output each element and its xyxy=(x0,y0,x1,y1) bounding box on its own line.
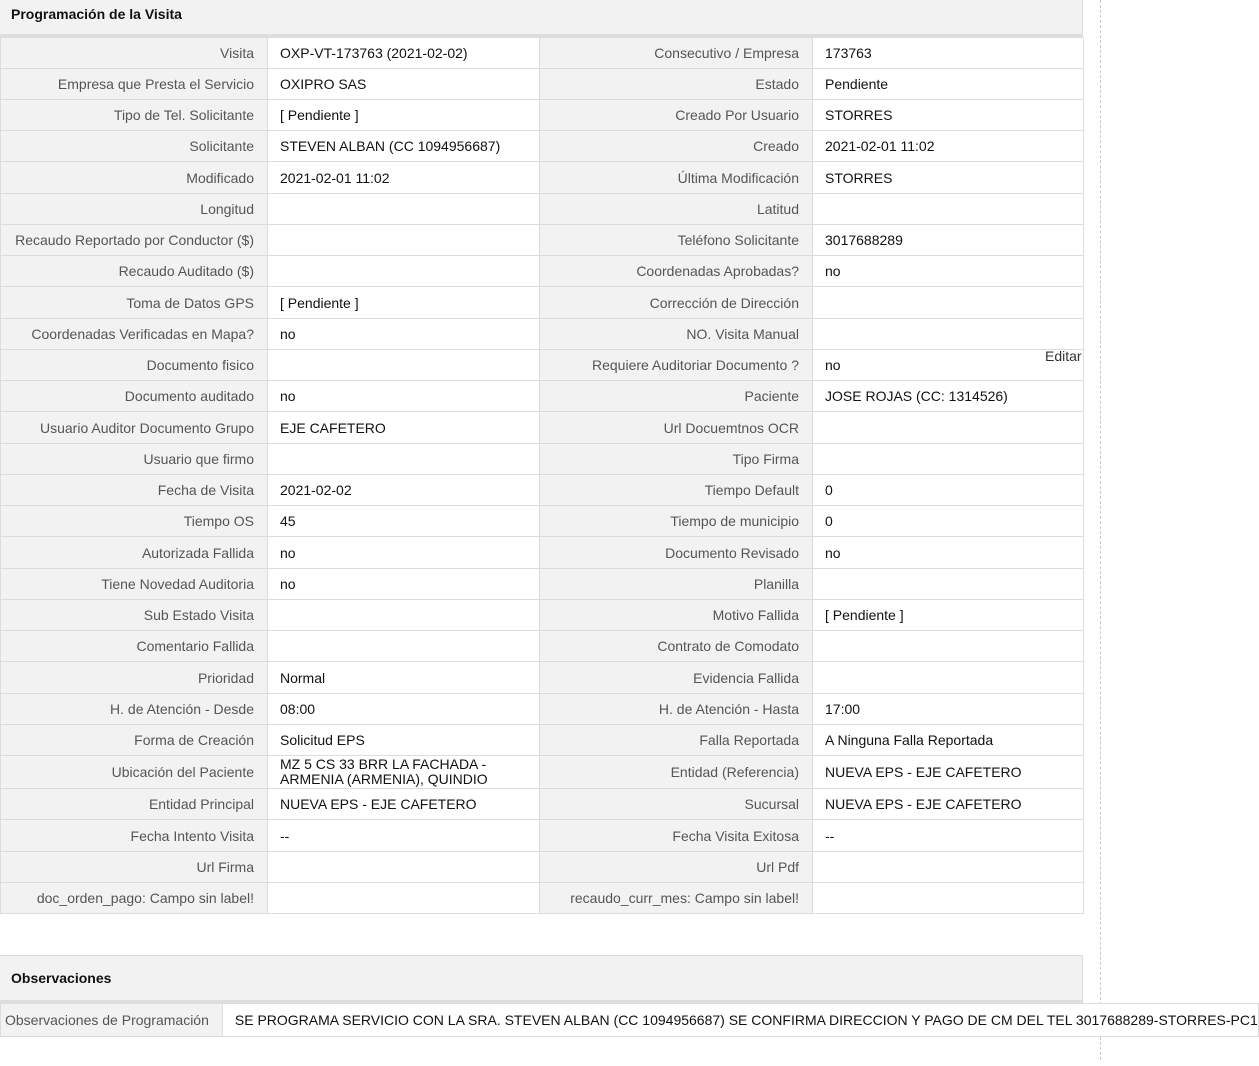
field-value xyxy=(813,883,1084,914)
field-value: MZ 5 CS 33 BRR LA FACHADA - ARMENIA (ARMENIA), QUINDIO xyxy=(268,756,540,789)
field-label: Contrato de Comodato xyxy=(540,631,813,662)
detail-row xyxy=(1,852,1084,883)
field-value: OXIPRO SAS xyxy=(268,69,540,100)
field-value xyxy=(268,883,540,914)
observaciones-label: Observaciones de Programación xyxy=(1,1004,223,1037)
field-value xyxy=(813,662,1084,694)
field-value: 173763 xyxy=(813,38,1084,69)
field-label: Tiene Novedad Auditoria xyxy=(1,569,268,600)
field-label: doc_orden_pago: Campo sin label! xyxy=(1,883,268,914)
field-label: Evidencia Fallida xyxy=(540,662,813,694)
field-value xyxy=(813,412,1084,444)
field-value: EJE CAFETERO xyxy=(268,412,540,444)
field-value: 08:00 xyxy=(268,694,540,725)
field-label: Fecha Visita Exitosa xyxy=(540,820,813,852)
field-value: 0 xyxy=(813,475,1084,506)
field-label: Usuario Auditor Documento Grupo xyxy=(1,412,268,444)
field-label: Documento auditado xyxy=(1,381,268,412)
field-value: Solicitud EPS xyxy=(268,725,540,756)
field-label: Entidad (Referencia) xyxy=(540,756,813,789)
field-label: Corrección de Dirección xyxy=(540,287,813,319)
observaciones-value: SE PROGRAMA SERVICIO CON LA SRA. STEVEN ALBAN (CC 1094956687) SE CONFIRMA DIRECCION Y PAGO DE CM DEL TEL 3017688289-STORRES-PC1 xyxy=(222,1004,1258,1037)
field-label: Modificado xyxy=(1,162,268,194)
detail-row xyxy=(1,319,1084,350)
field-value: no xyxy=(813,537,1084,569)
field-label: Tipo Firma xyxy=(540,444,813,475)
section-header-programacion xyxy=(0,0,1083,37)
field-label: Teléfono Solicitante xyxy=(540,225,813,256)
field-value: no xyxy=(813,256,1084,287)
section-title: Programación de la Visita xyxy=(11,6,182,22)
detail-row xyxy=(1,883,1084,914)
field-value: no xyxy=(268,319,540,350)
field-label: Visita xyxy=(1,38,268,69)
field-value: 2021-02-01 11:02 xyxy=(813,131,1084,162)
field-value: OXP-VT-173763 (2021-02-02) xyxy=(268,38,540,69)
detail-row xyxy=(1,162,1084,194)
field-label: Fecha Intento Visita xyxy=(1,820,268,852)
page-dashed-divider xyxy=(1100,0,1101,1060)
field-value xyxy=(268,194,540,225)
field-label: Entidad Principal xyxy=(1,789,268,820)
field-value: STORRES xyxy=(813,162,1084,194)
field-value: JOSE ROJAS (CC: 1314526) xyxy=(813,381,1084,412)
field-label: Comentario Fallida xyxy=(1,631,268,662)
field-value: no xyxy=(268,569,540,600)
detail-row xyxy=(1,537,1084,569)
field-value: -- xyxy=(268,820,540,852)
detail-row xyxy=(1,350,1084,381)
field-label: Requiere Auditoriar Documento ? xyxy=(540,350,813,381)
field-value: NUEVA EPS - EJE CAFETERO xyxy=(813,789,1084,820)
field-value xyxy=(268,631,540,662)
field-label: Toma de Datos GPS xyxy=(1,287,268,319)
detail-row xyxy=(1,506,1084,537)
field-label: Coordenadas Verificadas en Mapa? xyxy=(1,319,268,350)
field-label: Sub Estado Visita xyxy=(1,600,268,631)
field-value xyxy=(813,319,1084,350)
field-label: H. de Atención - Desde xyxy=(1,694,268,725)
field-value xyxy=(268,350,540,381)
field-label: Longitud xyxy=(1,194,268,225)
field-value xyxy=(813,444,1084,475)
field-value: -- xyxy=(813,820,1084,852)
field-value xyxy=(813,287,1084,319)
field-label: Motivo Fallida xyxy=(540,600,813,631)
field-label: Última Modificación xyxy=(540,162,813,194)
detail-row xyxy=(1,131,1084,162)
field-label: Prioridad xyxy=(1,662,268,694)
field-value: 3017688289 xyxy=(813,225,1084,256)
detail-row xyxy=(1,412,1084,444)
field-value: 2021-02-01 11:02 xyxy=(268,162,540,194)
field-label: Url Firma xyxy=(1,852,268,883)
field-value: no xyxy=(268,381,540,412)
field-value: STEVEN ALBAN (CC 1094956687) xyxy=(268,131,540,162)
detail-row xyxy=(1,569,1084,600)
detail-row xyxy=(1,287,1084,319)
field-value: [ Pendiente ] xyxy=(268,287,540,319)
detail-row xyxy=(1,631,1084,662)
field-label: Estado xyxy=(540,69,813,100)
field-label: Paciente xyxy=(540,381,813,412)
field-value: STORRES xyxy=(813,100,1084,131)
field-label: Fecha de Visita xyxy=(1,475,268,506)
field-value: no xyxy=(268,537,540,569)
field-label: NO. Visita Manual xyxy=(540,319,813,350)
field-value: 17:00 xyxy=(813,694,1084,725)
field-value: 2021-02-02 xyxy=(268,475,540,506)
field-value: 0 xyxy=(813,506,1084,537)
field-value xyxy=(813,569,1084,600)
visit-details-table xyxy=(0,37,1084,914)
field-label: Empresa que Presta el Servicio xyxy=(1,69,268,100)
detail-row xyxy=(1,600,1084,631)
field-value xyxy=(268,225,540,256)
field-value xyxy=(813,631,1084,662)
field-value: Pendiente xyxy=(813,69,1084,100)
detail-row xyxy=(1,69,1084,100)
detail-row xyxy=(1,381,1084,412)
field-label: Tipo de Tel. Solicitante xyxy=(1,100,268,131)
observaciones-row xyxy=(1,1004,1259,1037)
edit-link[interactable]: Editar xyxy=(1045,348,1082,364)
detail-row xyxy=(1,194,1084,225)
field-label: Documento Revisado xyxy=(540,537,813,569)
observaciones-title: Observaciones xyxy=(11,970,112,986)
detail-row xyxy=(1,256,1084,287)
field-label: Planilla xyxy=(540,569,813,600)
field-label: Sucursal xyxy=(540,789,813,820)
field-label: Tiempo Default xyxy=(540,475,813,506)
field-value: [ Pendiente ] xyxy=(268,100,540,131)
field-label: Ubicación del Paciente xyxy=(1,756,268,789)
detail-row xyxy=(1,444,1084,475)
field-label: Consecutivo / Empresa xyxy=(540,38,813,69)
field-label: Recaudo Auditado ($) xyxy=(1,256,268,287)
field-value xyxy=(813,194,1084,225)
field-label: Forma de Creación xyxy=(1,725,268,756)
field-label: Creado Por Usuario xyxy=(540,100,813,131)
detail-row xyxy=(1,756,1084,789)
field-label: Creado xyxy=(540,131,813,162)
field-value: [ Pendiente ] xyxy=(813,600,1084,631)
detail-row xyxy=(1,38,1084,69)
detail-row xyxy=(1,475,1084,506)
field-value: NUEVA EPS - EJE CAFETERO xyxy=(268,789,540,820)
field-value: A Ninguna Falla Reportada xyxy=(813,725,1084,756)
field-value: NUEVA EPS - EJE CAFETERO xyxy=(813,756,1084,789)
detail-row xyxy=(1,662,1084,694)
field-label: Falla Reportada xyxy=(540,725,813,756)
detail-row xyxy=(1,100,1084,131)
field-value: Normal xyxy=(268,662,540,694)
field-value xyxy=(268,256,540,287)
field-label: Usuario que firmo xyxy=(1,444,268,475)
detail-row xyxy=(1,725,1084,756)
field-label: Autorizada Fallida xyxy=(1,537,268,569)
field-label: Url Docuemtnos OCR xyxy=(540,412,813,444)
field-label: Recaudo Reportado por Conductor ($) xyxy=(1,225,268,256)
observaciones-table xyxy=(0,1003,1259,1037)
section-header-observaciones xyxy=(0,955,1083,1003)
field-label: Tiempo de municipio xyxy=(540,506,813,537)
field-label: H. de Atención - Hasta xyxy=(540,694,813,725)
field-label: Coordenadas Aprobadas? xyxy=(540,256,813,287)
field-label: Url Pdf xyxy=(540,852,813,883)
detail-row xyxy=(1,225,1084,256)
field-label: Latitud xyxy=(540,194,813,225)
field-value: no xyxy=(813,350,1084,381)
field-value xyxy=(268,600,540,631)
field-value xyxy=(268,852,540,883)
field-label: Documento fisico xyxy=(1,350,268,381)
detail-row xyxy=(1,789,1084,820)
field-value: 45 xyxy=(268,506,540,537)
field-label: Solicitante xyxy=(1,131,268,162)
field-label: recaudo_curr_mes: Campo sin label! xyxy=(540,883,813,914)
field-value xyxy=(813,852,1084,883)
field-value xyxy=(268,444,540,475)
detail-row xyxy=(1,694,1084,725)
detail-row xyxy=(1,820,1084,852)
field-label: Tiempo OS xyxy=(1,506,268,537)
